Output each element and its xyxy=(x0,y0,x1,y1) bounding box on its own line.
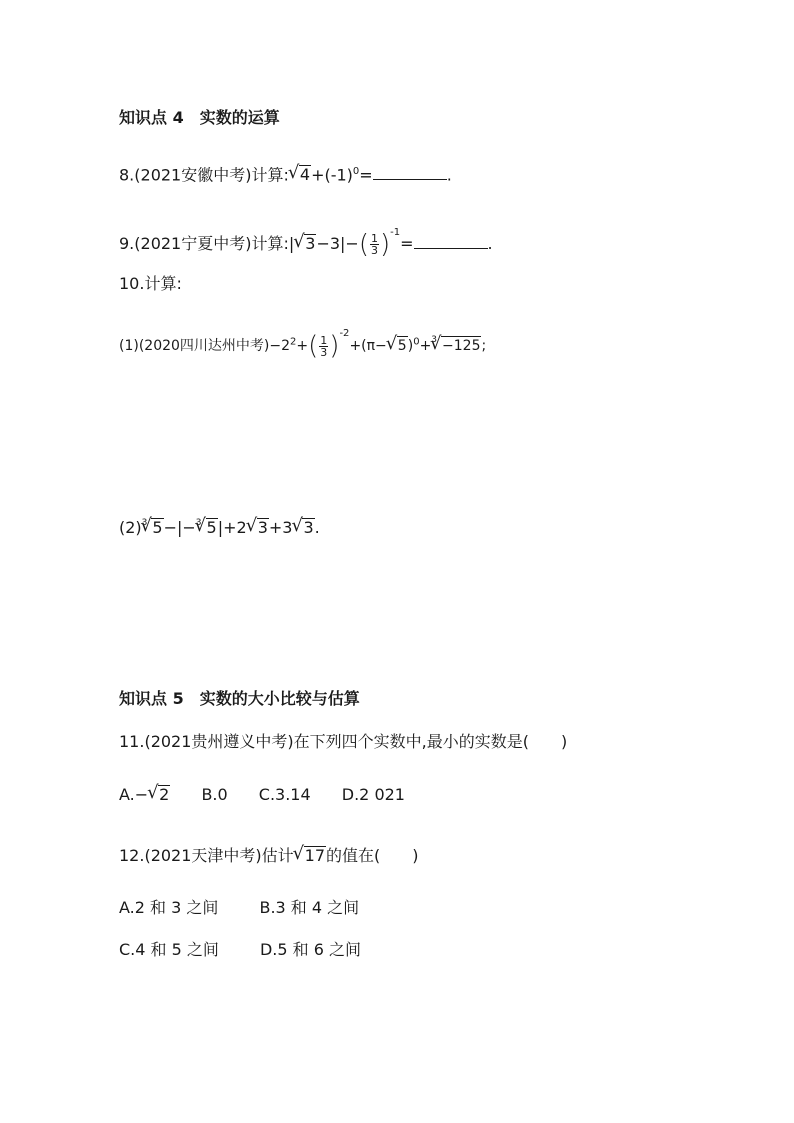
q9-equals: = xyxy=(400,234,414,253)
q12-option-c[interactable]: C.4 和 5 之间 xyxy=(119,940,219,959)
q10p2-r2: 5 xyxy=(206,518,217,537)
q10p1-plus2: +(π− xyxy=(349,338,387,354)
q10p2-mid1: −|− xyxy=(163,518,196,537)
question-11-stem: 11.(2021贵州遵义中考)在下列四个实数中,最小的实数是( ) xyxy=(119,732,568,751)
q9-paren-open: ( xyxy=(358,229,369,260)
q10p1-cuberoot xyxy=(431,335,481,357)
q11-option-a[interactable] xyxy=(119,785,170,804)
q10p1-paren-open: ( xyxy=(308,331,319,361)
q10p1-exp2: -2 xyxy=(339,328,350,339)
q10p2-sqrt4 xyxy=(292,517,314,539)
q11-option-a-radicand: 2 xyxy=(159,785,170,804)
question-10-part-2 xyxy=(119,512,320,539)
q9-denominator: 3 xyxy=(371,244,378,257)
q8-answer-blank[interactable] xyxy=(373,163,447,180)
q10p2-idx2: 3 xyxy=(195,518,202,528)
q10p1-numerator: 1 xyxy=(320,333,328,347)
q10p2-end: . xyxy=(314,518,320,537)
question-12-stem xyxy=(119,845,419,867)
question-11-options xyxy=(119,784,405,806)
question-10-title: 10.计算: xyxy=(119,274,182,293)
q10p1-plus1: + xyxy=(296,338,309,354)
q10p2-r1: 5 xyxy=(152,518,163,537)
q8-equals: = xyxy=(359,165,373,185)
q10p2-mid3: +3 xyxy=(268,518,293,537)
q9-exponent: -1 xyxy=(390,227,401,238)
q11-option-d[interactable]: D.2 021 xyxy=(341,785,405,804)
q10p2-r4: 3 xyxy=(303,518,314,537)
q8-rest: +(-1) xyxy=(311,165,353,185)
q9-fraction xyxy=(370,233,379,256)
q11-option-b[interactable]: B.0 xyxy=(201,785,228,804)
q10p1-paren-close: ) xyxy=(329,331,340,361)
q8-sqrt xyxy=(289,164,311,186)
q9-prefix: 9.(2021宁夏中考)计算:| xyxy=(119,234,295,253)
q9-mid: −3|− xyxy=(316,234,359,253)
q10p1-radicand1: 5 xyxy=(397,338,407,354)
q8-exponent: 0 xyxy=(352,166,360,177)
q8-radicand: 4 xyxy=(299,165,311,185)
q10p1-exp3: 0 xyxy=(413,336,420,348)
q10p1-root-index: 3 xyxy=(431,335,438,345)
q10p2-cuberoot1 xyxy=(141,517,163,539)
q8-prefix: 8.(2021安徽中考)计算: xyxy=(119,165,289,185)
question-12-options-row-1 xyxy=(119,897,359,919)
q9-end: . xyxy=(487,234,493,253)
q10p2-prefix: (2) xyxy=(119,518,142,537)
q12-prefix: 12.(2021天津中考)估计 xyxy=(119,846,294,865)
q10p2-r3: 3 xyxy=(257,518,268,537)
q11-option-a-sqrt xyxy=(148,784,170,806)
question-9 xyxy=(119,222,493,260)
section-4-heading: 知识点 4 实数的运算 xyxy=(119,108,280,127)
question-12-options-row-2 xyxy=(119,939,361,961)
q9-radicand: 3 xyxy=(305,234,316,253)
q12-option-b[interactable]: B.3 和 4 之间 xyxy=(259,898,360,917)
q10p1-radicand2: −125 xyxy=(442,338,481,354)
q10p2-cuberoot2 xyxy=(196,517,218,539)
q10p1-exp1: 2 xyxy=(290,336,297,348)
q12-sqrt xyxy=(294,845,326,867)
q12-option-d[interactable]: D.5 和 6 之间 xyxy=(259,940,362,959)
q12-option-a[interactable]: A.2 和 3 之间 xyxy=(119,898,219,917)
q10p2-mid2: |+2 xyxy=(217,518,247,537)
q10p1-sqrt xyxy=(387,335,408,357)
question-10-part-1 xyxy=(119,323,487,361)
q9-numerator: 1 xyxy=(371,232,378,245)
q11-option-c[interactable]: C.3.14 xyxy=(258,785,311,804)
q8-end: . xyxy=(446,165,452,185)
q10p1-prefix: (1)(2020四川达州中考)−2 xyxy=(119,338,291,354)
q12-suffix: 的值在( ) xyxy=(326,846,419,865)
q12-radicand: 17 xyxy=(304,846,326,865)
q10p2-sqrt3 xyxy=(247,517,269,539)
q10p1-denominator: 3 xyxy=(320,345,328,359)
q9-paren-close: ) xyxy=(380,229,391,260)
q10p1-close: ) xyxy=(407,338,414,354)
q9-answer-blank[interactable] xyxy=(414,232,488,249)
question-8 xyxy=(119,161,452,186)
q10p1-plus3: + xyxy=(419,338,432,354)
q11-option-a-label: A.− xyxy=(119,785,149,804)
q10p1-fraction xyxy=(319,335,328,358)
q10p2-idx1: 3 xyxy=(141,518,148,528)
section-5-heading: 知识点 5 实数的大小比较与估算 xyxy=(119,689,360,708)
q10p1-end: ; xyxy=(481,338,487,354)
q9-sqrt xyxy=(294,233,316,255)
